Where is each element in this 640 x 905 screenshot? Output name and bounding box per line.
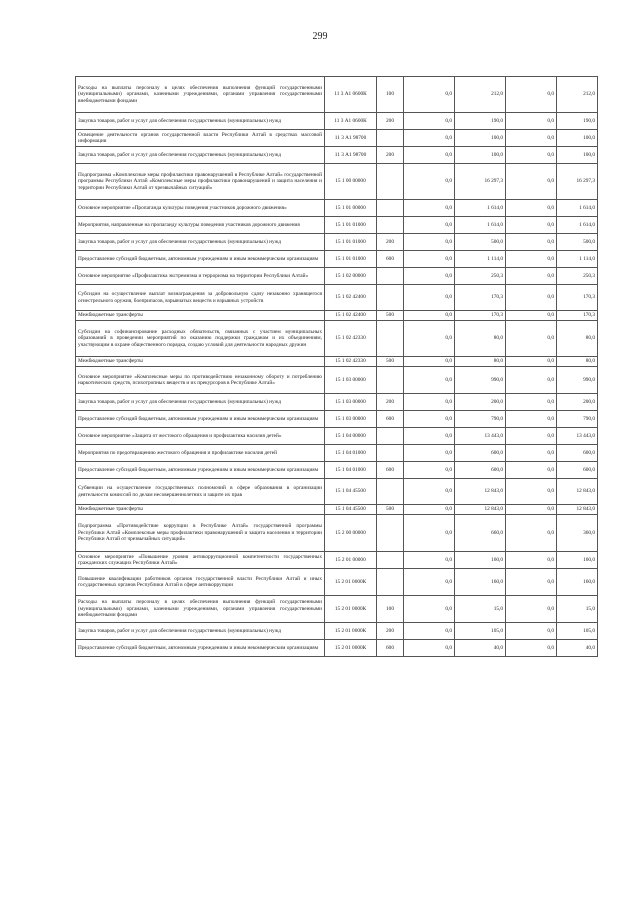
target-article-code: 15 1 02 42400	[325, 311, 377, 321]
amount-col-1: 0,0	[404, 640, 455, 657]
amount-col-4: 360,0	[557, 515, 598, 552]
expense-type-code: 600	[377, 251, 404, 268]
target-article-code: 11 3 А1 98700	[325, 130, 377, 147]
budget-item-name: Мероприятия, направленные на пропаганду культуры поведения участников дорожного движения	[76, 217, 325, 234]
expense-type-code: 500	[377, 357, 404, 367]
amount-col-1: 0,0	[404, 411, 455, 428]
amount-col-2: 790,0	[455, 411, 506, 428]
target-article-code: 15 2 01 0000К	[325, 623, 377, 640]
amount-col-4: 12 843,0	[557, 479, 598, 505]
amount-col-2: 500,0	[455, 234, 506, 251]
amount-col-2: 100,0	[455, 130, 506, 147]
amount-col-1: 0,0	[404, 268, 455, 285]
amount-col-2: 660,0	[455, 515, 506, 552]
amount-col-1: 0,0	[404, 462, 455, 479]
expense-type-code: 600	[377, 411, 404, 428]
table-row	[76, 311, 598, 321]
amount-col-3: 0,0	[506, 640, 557, 657]
expense-type-code	[377, 200, 404, 217]
target-article-code: 15 1 01 01000	[325, 217, 377, 234]
amount-col-1: 0,0	[404, 113, 455, 130]
expense-type-code: 200	[377, 623, 404, 640]
budget-item-name: Закупка товаров, работ и услуг для обеспечения государственных (муниципальных) нужд	[76, 394, 325, 411]
table-row	[76, 479, 598, 505]
amount-col-2: 80,0	[455, 357, 506, 367]
budget-item-name: Мероприятия по предотвращению жестокого обращения и профилактике насилия детей	[76, 445, 325, 462]
expense-type-code	[377, 268, 404, 285]
amount-col-1: 0,0	[404, 479, 455, 505]
table-row	[76, 367, 598, 394]
amount-col-3: 0,0	[506, 268, 557, 285]
target-article-code: 11 3 А1 98700	[325, 147, 377, 164]
target-article-code: 15 1 04 01000	[325, 445, 377, 462]
amount-col-2: 1 114,0	[455, 251, 506, 268]
target-article-code: 15 2 01 0000К	[325, 640, 377, 657]
budget-item-name: Предоставление субсидий бюджетным, автономным учреждениям и иным некоммерческим организациям	[76, 462, 325, 479]
expense-type-code	[377, 217, 404, 234]
expense-type-code	[377, 130, 404, 147]
target-article-code: 11 3 А1 0600К	[325, 113, 377, 130]
amount-col-2: 190,0	[455, 113, 506, 130]
expense-type-code	[377, 428, 404, 445]
budget-item-name: Освещение деятельности органов государственной власти Республики Алтай в средствах массовой информации	[76, 130, 325, 147]
amount-col-4: 80,0	[557, 357, 598, 367]
amount-col-3: 0,0	[506, 552, 557, 569]
budget-item-name: Субсидии на осуществление выплат вознаграждения за добровольную сдачу незаконно хранящегося огнестрельного оружия, боеприпасов, взрывчатых веществ и взрывных устройств	[76, 285, 325, 311]
amount-col-3: 0,0	[506, 130, 557, 147]
amount-col-4: 1 614,0	[557, 200, 598, 217]
amount-col-1: 0,0	[404, 285, 455, 311]
amount-col-1: 0,0	[404, 130, 455, 147]
amount-col-4: 100,0	[557, 130, 598, 147]
table-row	[76, 411, 598, 428]
amount-col-2: 1 614,0	[455, 217, 506, 234]
expense-type-code	[377, 569, 404, 596]
budget-item-name: Основное мероприятие «Профилактика экстремизма и терроризма на территории Республики Алтай»	[76, 268, 325, 285]
table-row	[76, 596, 598, 623]
amount-col-1: 0,0	[404, 251, 455, 268]
amount-col-4: 1 114,0	[557, 251, 598, 268]
target-article-code: 15 1 04 45500	[325, 479, 377, 505]
table-row	[76, 217, 598, 234]
budget-item-name: Закупка товаров, работ и услуг для обеспечения государственных (муниципальных) нужд	[76, 147, 325, 164]
amount-col-4: 12 843,0	[557, 505, 598, 515]
amount-col-3: 0,0	[506, 164, 557, 200]
table-row	[76, 623, 598, 640]
target-article-code: 15 2 01 0000К	[325, 596, 377, 623]
amount-col-3: 0,0	[506, 200, 557, 217]
target-article-code: 15 1 02 42400	[325, 285, 377, 311]
expense-type-code: 500	[377, 505, 404, 515]
amount-col-4: 250,3	[557, 268, 598, 285]
expense-type-code: 200	[377, 147, 404, 164]
amount-col-2: 40,0	[455, 640, 506, 657]
table-row	[76, 505, 598, 515]
table-row	[76, 147, 598, 164]
budget-item-name: Основное мероприятие «Комплексные меры по противодействию незаконному обороту и потреблению наркотических средств, психотропных веществ и их прекурсоров в Республике Алтай»	[76, 367, 325, 394]
target-article-code: 15 1 01 00000	[325, 200, 377, 217]
expense-type-code: 100	[377, 77, 404, 113]
amount-col-3: 0,0	[506, 394, 557, 411]
amount-col-4: 190,0	[557, 113, 598, 130]
amount-col-2: 200,0	[455, 394, 506, 411]
expense-type-code: 200	[377, 234, 404, 251]
budget-item-name: Закупка товаров, работ и услуг для обеспечения государственных (муниципальных) нужд	[76, 113, 325, 130]
amount-col-2: 212,0	[455, 77, 506, 113]
amount-col-1: 0,0	[404, 394, 455, 411]
budget-table	[75, 76, 598, 657]
amount-col-1: 0,0	[404, 77, 455, 113]
table-row	[76, 357, 598, 367]
budget-table-body	[76, 77, 598, 657]
budget-item-name: Подпрограмма «Противодействие коррупции в Республике Алтай» государственной программы Республики Алтай «Комплексные меры профилактики правонарушений и защита населения и территории Республики Алтай от чрезвычайных ситуаций»	[76, 515, 325, 552]
amount-col-1: 0,0	[404, 234, 455, 251]
target-article-code: 15 1 02 42330	[325, 357, 377, 367]
amount-col-3: 0,0	[506, 623, 557, 640]
table-row	[76, 113, 598, 130]
target-article-code: 15 1 04 00000	[325, 428, 377, 445]
amount-col-4: 212,0	[557, 77, 598, 113]
amount-col-1: 0,0	[404, 200, 455, 217]
table-row	[76, 321, 598, 357]
expense-type-code	[377, 285, 404, 311]
amount-col-3: 0,0	[506, 321, 557, 357]
amount-col-2: 105,0	[455, 623, 506, 640]
amount-col-3: 0,0	[506, 311, 557, 321]
amount-col-1: 0,0	[404, 515, 455, 552]
amount-col-3: 0,0	[506, 367, 557, 394]
table-row	[76, 445, 598, 462]
amount-col-4: 600,0	[557, 462, 598, 479]
amount-col-3: 0,0	[506, 505, 557, 515]
table-row	[76, 394, 598, 411]
budget-item-name: Закупка товаров, работ и услуг для обеспечения государственных (муниципальных) нужд	[76, 623, 325, 640]
amount-col-4: 100,0	[557, 147, 598, 164]
target-article-code: 15 1 03 00000	[325, 367, 377, 394]
amount-col-4: 200,0	[557, 394, 598, 411]
amount-col-4: 16 297,3	[557, 164, 598, 200]
amount-col-4: 500,0	[557, 234, 598, 251]
page-number: 299	[312, 31, 328, 42]
expense-type-code: 100	[377, 596, 404, 623]
amount-col-3: 0,0	[506, 596, 557, 623]
amount-col-2: 100,0	[455, 147, 506, 164]
amount-col-4: 160,0	[557, 569, 598, 596]
amount-col-1: 0,0	[404, 321, 455, 357]
target-article-code: 15 2 00 00000	[325, 515, 377, 552]
amount-col-1: 0,0	[404, 147, 455, 164]
amount-col-2: 13 443,0	[455, 428, 506, 445]
expense-type-code	[377, 445, 404, 462]
amount-col-2: 15,0	[455, 596, 506, 623]
target-article-code: 15 1 00 00000	[325, 164, 377, 200]
budget-item-name: Субсидии на софинансирование расходных обязательств, связанных с участием муниципальных образований в проведении мероприятий по оказанию поддержки гражданам и их объединениям, участвующим в охране общественного порядка, создаю условий для деятельности народных дружин	[76, 321, 325, 357]
budget-item-name: Расходы на выплаты персоналу в целях обеспечения выполнения функций государственными (муниципальными) органами, казенными учреждениями, органами управления государственными внебюджетными фондами	[76, 596, 325, 623]
table-row	[76, 130, 598, 147]
table-row	[76, 164, 598, 200]
amount-col-1: 0,0	[404, 217, 455, 234]
target-article-code: 15 1 01 01000	[325, 251, 377, 268]
expense-type-code: 200	[377, 113, 404, 130]
amount-col-4: 40,0	[557, 640, 598, 657]
amount-col-2: 1 614,0	[455, 200, 506, 217]
budget-item-name: Предоставление субсидий бюджетным, автономным учреждениям и иным некоммерческим организациям	[76, 411, 325, 428]
table-row	[76, 569, 598, 596]
amount-col-4: 600,0	[557, 445, 598, 462]
expense-type-code	[377, 321, 404, 357]
amount-col-1: 0,0	[404, 623, 455, 640]
expense-type-code	[377, 515, 404, 552]
table-row	[76, 640, 598, 657]
table-row	[76, 285, 598, 311]
expense-type-code	[377, 552, 404, 569]
amount-col-3: 0,0	[506, 147, 557, 164]
target-article-code: 11 3 А1 0600К	[325, 77, 377, 113]
budget-item-name: Предоставление субсидий бюджетным, автономным учреждениям и иным некоммерческим организациям	[76, 251, 325, 268]
amount-col-3: 0,0	[506, 479, 557, 505]
amount-col-3: 0,0	[506, 357, 557, 367]
amount-col-2: 12 843,0	[455, 479, 506, 505]
amount-col-1: 0,0	[404, 445, 455, 462]
table-row	[76, 428, 598, 445]
budget-item-name: Расходы на выплаты персоналу в целях обеспечения выполнения функций государственными (муниципальными) органами, казенными учреждениями, органами управления государственными внебюджетными фондами	[76, 77, 325, 113]
amount-col-4: 790,0	[557, 411, 598, 428]
budget-item-name: Предоставление субсидий бюджетным, автономным учреждениям и иным некоммерческим организациям	[76, 640, 325, 657]
table-row	[76, 515, 598, 552]
amount-col-1: 0,0	[404, 569, 455, 596]
amount-col-2: 600,0	[455, 445, 506, 462]
amount-col-3: 0,0	[506, 251, 557, 268]
table-row	[76, 462, 598, 479]
amount-col-4: 105,0	[557, 623, 598, 640]
amount-col-1: 0,0	[404, 596, 455, 623]
amount-col-2: 80,0	[455, 321, 506, 357]
expense-type-code	[377, 164, 404, 200]
amount-col-4: 170,3	[557, 311, 598, 321]
table-row	[76, 268, 598, 285]
target-article-code: 15 1 02 42330	[325, 321, 377, 357]
target-article-code: 15 2 01 00000	[325, 552, 377, 569]
amount-col-1: 0,0	[404, 552, 455, 569]
expense-type-code: 500	[377, 311, 404, 321]
budget-item-name: Основное мероприятие «Повышение уровня антикоррупционной компетентности государственных гражданских служащих Республики Алтай»	[76, 552, 325, 569]
expense-type-code: 600	[377, 462, 404, 479]
amount-col-3: 0,0	[506, 234, 557, 251]
amount-col-2: 16 297,3	[455, 164, 506, 200]
amount-col-2: 250,3	[455, 268, 506, 285]
target-article-code: 15 2 01 0000К	[325, 569, 377, 596]
expense-type-code: 600	[377, 640, 404, 657]
amount-col-4: 80,0	[557, 321, 598, 357]
budget-item-name: Повышение квалификации работников органов государственной власти Республики Алтай и иных государственных органов Республики Алтай в сфере антикоррупции	[76, 569, 325, 596]
amount-col-2: 160,0	[455, 569, 506, 596]
expense-type-code	[377, 367, 404, 394]
table-row	[76, 77, 598, 113]
table-row	[76, 552, 598, 569]
amount-col-2: 600,0	[455, 462, 506, 479]
budget-item-name: Основное мероприятие «Пропаганда культуры поведения участников дорожного движения»	[76, 200, 325, 217]
budget-item-name: Межбюджетные трансферты	[76, 357, 325, 367]
amount-col-3: 0,0	[506, 445, 557, 462]
amount-col-3: 0,0	[506, 77, 557, 113]
amount-col-3: 0,0	[506, 569, 557, 596]
budget-item-name: Подпрограмма «Комплексные меры профилактики правонарушений в Республике Алтай» государственной программы Республики Алтай «Комплексные меры профилактики правонарушений и защита населения и территории Республики Алтай от чрезвычайных ситуаций»	[76, 164, 325, 200]
amount-col-3: 0,0	[506, 411, 557, 428]
amount-col-1: 0,0	[404, 311, 455, 321]
amount-col-2: 170,3	[455, 285, 506, 311]
amount-col-4: 160,0	[557, 552, 598, 569]
amount-col-3: 0,0	[506, 428, 557, 445]
target-article-code: 15 1 04 45500	[325, 505, 377, 515]
amount-col-1: 0,0	[404, 357, 455, 367]
table-row	[76, 234, 598, 251]
table-row	[76, 251, 598, 268]
table-row	[76, 200, 598, 217]
target-article-code: 15 1 03 00000	[325, 411, 377, 428]
amount-col-3: 0,0	[506, 462, 557, 479]
budget-item-name: Межбюджетные трансферты	[76, 311, 325, 321]
amount-col-3: 0,0	[506, 217, 557, 234]
amount-col-4: 15,0	[557, 596, 598, 623]
budget-item-name: Межбюджетные трансферты	[76, 505, 325, 515]
amount-col-4: 170,3	[557, 285, 598, 311]
amount-col-1: 0,0	[404, 367, 455, 394]
amount-col-2: 12 843,0	[455, 505, 506, 515]
expense-type-code: 200	[377, 394, 404, 411]
expense-type-code	[377, 479, 404, 505]
target-article-code: 15 1 02 00000	[325, 268, 377, 285]
budget-item-name: Субвенции на осуществление государственных полномочий в сфере образования в организации деятельности комиссий по делам несовершеннолетних и защите их прав	[76, 479, 325, 505]
amount-col-3: 0,0	[506, 113, 557, 130]
amount-col-4: 13 443,0	[557, 428, 598, 445]
target-article-code: 15 1 03 00000	[325, 394, 377, 411]
amount-col-3: 0,0	[506, 285, 557, 311]
amount-col-2: 170,3	[455, 311, 506, 321]
amount-col-1: 0,0	[404, 505, 455, 515]
amount-col-4: 1 614,0	[557, 217, 598, 234]
target-article-code: 15 1 04 01000	[325, 462, 377, 479]
target-article-code: 15 1 01 01000	[325, 234, 377, 251]
amount-col-2: 160,0	[455, 552, 506, 569]
amount-col-2: 990,0	[455, 367, 506, 394]
amount-col-3: 0,0	[506, 515, 557, 552]
amount-col-1: 0,0	[404, 164, 455, 200]
amount-col-4: 990,0	[557, 367, 598, 394]
amount-col-1: 0,0	[404, 428, 455, 445]
budget-item-name: Закупка товаров, работ и услуг для обеспечения государственных (муниципальных) нужд	[76, 234, 325, 251]
budget-item-name: Основное мероприятие «Защита от жестокого обращения и профилактика насилия детей»	[76, 428, 325, 445]
